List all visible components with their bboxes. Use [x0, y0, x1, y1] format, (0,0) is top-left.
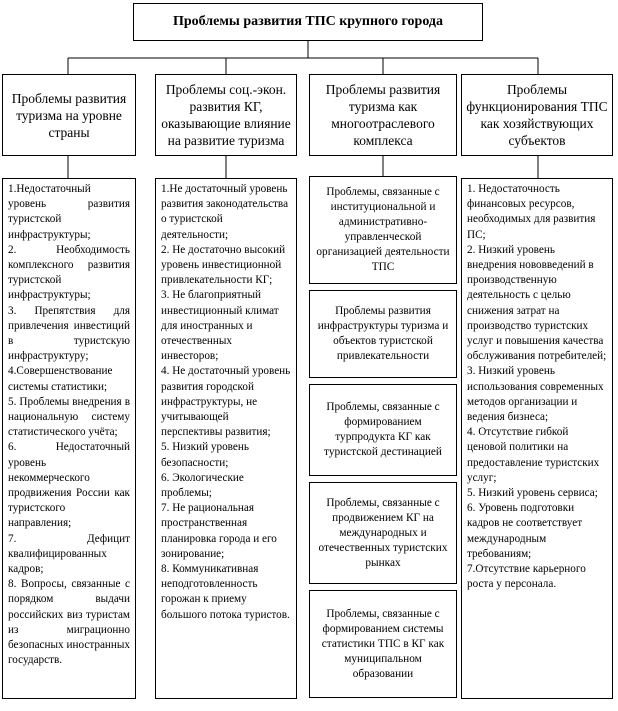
sub-problem-infrastructure: Проблемы развития инфраструктуры туризма и объектов туристской привлекательности — [309, 290, 457, 378]
problem-list-business — [461, 178, 613, 699]
list-item: 4. Отсутствие гибкой ценовой политики на предоставление туристских услуг; — [467, 426, 600, 484]
column-header-city: Проблемы соц.-экон. развития КГ, оказывающие влияние на развитие туризма — [155, 74, 297, 156]
column-header-country: Проблемы развития туризма на уровне страны — [2, 74, 136, 156]
sub-problem-promotion: Проблемы, связанные с продвижением КГ на международных и отечественных туристских рынках — [309, 482, 457, 584]
list-item: 5. Низкий уровень сервиса; — [467, 487, 598, 500]
list-item: 2. Необходимость комплексного развития туристской инфраструктуры; — [8, 243, 130, 302]
list-item: 7. Дефицит квалифицированных кадров; — [8, 532, 130, 576]
list-item: 2. Не достаточно высокий уровень инвестиционной привлекательности КГ; — [161, 243, 286, 287]
list-item: 7.Отсутствие карьерного роста у персонала. — [467, 563, 586, 591]
list-item: 5. Проблемы внедрения в национальную систему статистического учёта; — [8, 395, 130, 439]
list-item: 3. Низкий уровень использования современных методов организации и ведения бизнеса; — [467, 365, 604, 424]
sub-problem-statistics: Проблемы, связанные с формированием системы статистики ТПС в КГ как муниципальном образовании — [309, 590, 457, 698]
list-item: 4. Не достаточный уровень развития городской инфраструктуры, не учитывающей перспективы развития; — [161, 365, 291, 439]
list-item: 6. Экологические проблемы; — [161, 471, 244, 500]
column-header-business: Проблемы функционирования ТПС как хозяйствующих субъектов — [461, 74, 613, 156]
problem-list-city — [155, 178, 297, 699]
sub-problem-tourproduct: Проблемы, связанные с формированием турпродукта КГ как туристской дестинацией — [309, 384, 457, 476]
list-item: 4.Совершенствование системы статистики; — [8, 365, 113, 393]
list-item: 8. Коммуникативная неподготовленность горожан к приему большого потока туристов. — [161, 563, 290, 621]
list-item: 2. Низкий уровень внедрения нововведений в производственную деятельность с целью снижения затрат на производство туристских услуг и повышения качества обслуживания потребителей; — [467, 243, 607, 363]
diagram-title: Проблемы развития ТПС крупного города — [133, 3, 483, 41]
list-item: 6. Уровень подготовки кадров не соответствует международным требованиям; — [467, 502, 583, 560]
problem-list-country — [2, 178, 136, 699]
column-header-complex: Проблемы развития туризма как многоотраслевого комплекса — [309, 74, 457, 156]
list-item: 8. Вопросы, связанные с порядком выдачи российских виз туристам из миграционно безопасных иностранных государств. — [8, 578, 130, 667]
list-item: 6. Недостаточный уровень некоммерческого продвижения России как туристского направления; — [8, 441, 130, 530]
list-item: 3. Препятствия для привлечения инвестиций в туристскую инфраструктуру; — [8, 304, 130, 363]
list-item: 7. Не рациональная пространственная планировка города и его зонирование; — [161, 502, 277, 560]
list-item: 5. Низкий уровень безопасности; — [161, 441, 249, 469]
list-item: 1.Не достаточный уровень развития законодательства о туристской деятельности; — [161, 183, 289, 241]
list-item: 3. Не благоприятный инвестиционный климат для иностранных и отечественных инвесторов; — [161, 289, 279, 363]
list-item: 1.Недостаточный уровень развития туристской инфраструктуры; — [8, 183, 130, 241]
list-item: 1. Недостаточность финансовых ресурсов, необходимых для развития ПС; — [467, 183, 596, 241]
sub-problem-institutional: Проблемы, связанные с институциональной и административно-управленческой организацией деятельности ТПС — [309, 176, 457, 284]
